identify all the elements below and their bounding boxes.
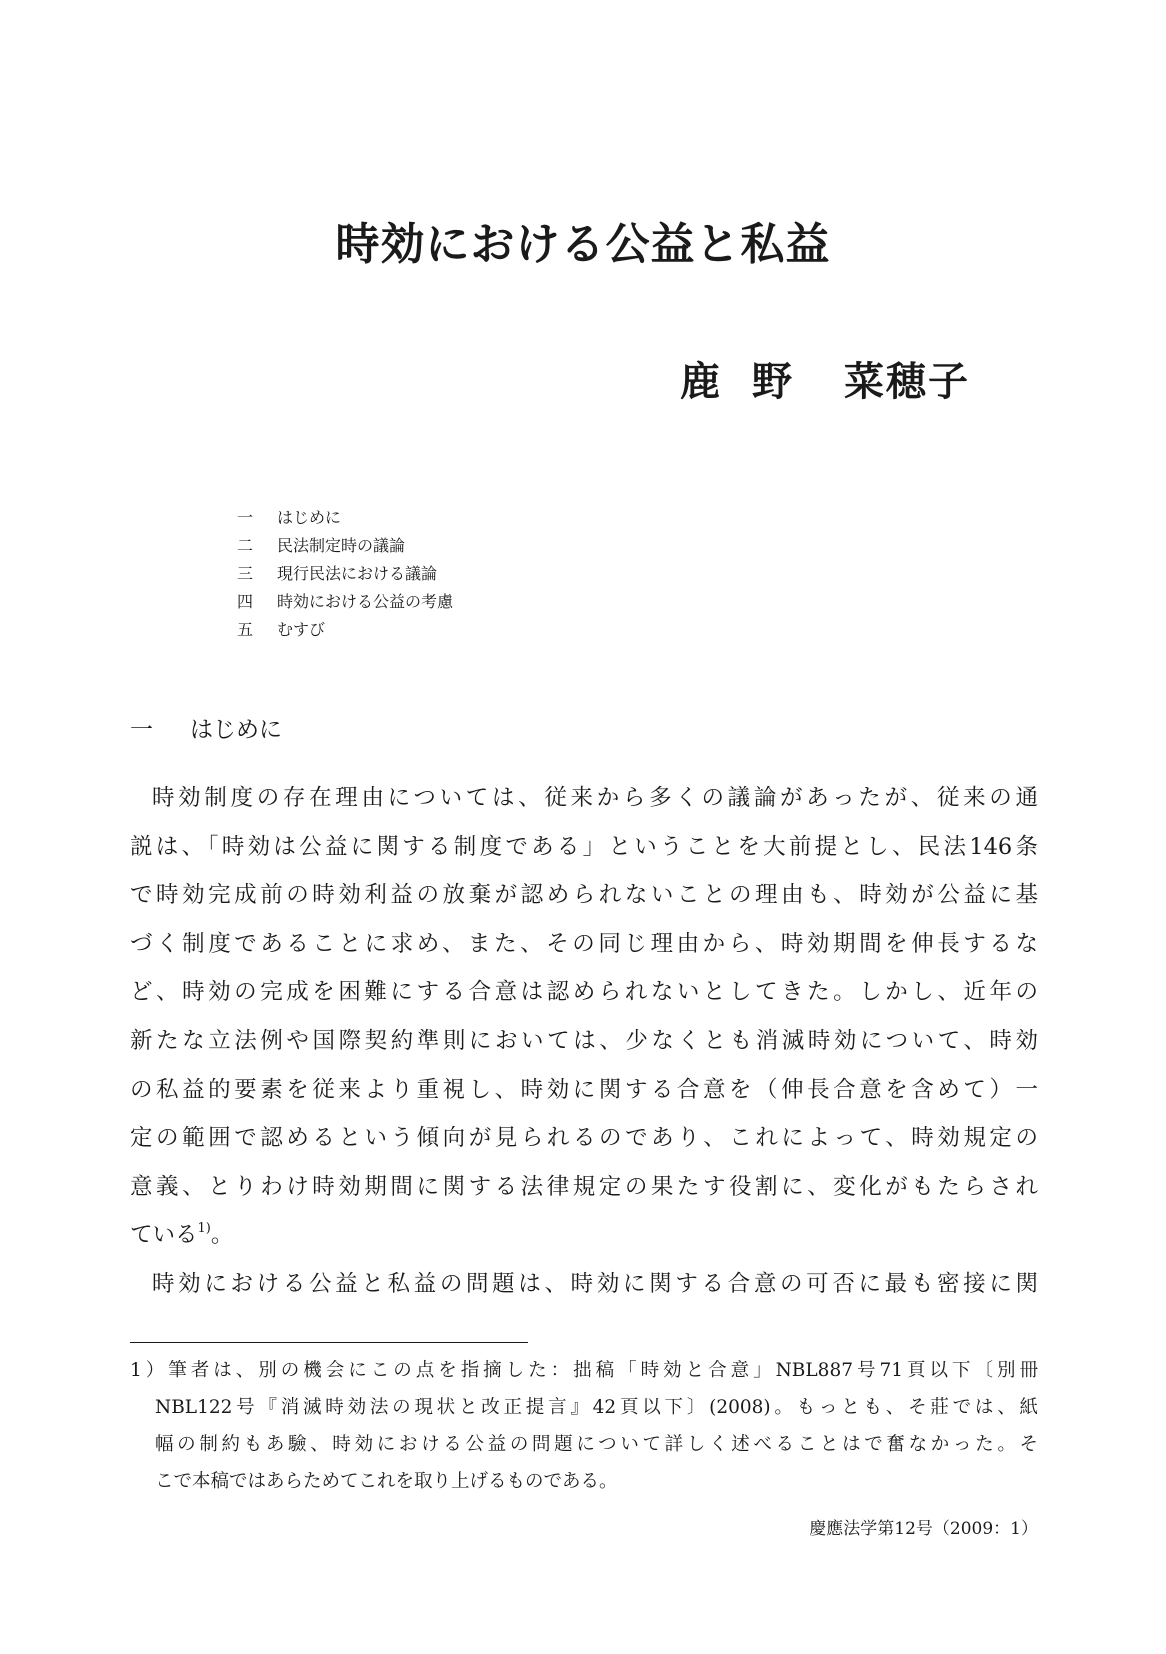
toc-item-label: 民法制定時の議論 xyxy=(277,536,406,555)
section-heading xyxy=(130,711,282,744)
toc-item xyxy=(237,616,453,644)
text-line: 意義、とりわけ時効期間に関する法律規定の果たす役割に、変化がもたらされ xyxy=(130,1173,1038,1200)
toc-item-number: 五 xyxy=(237,620,254,639)
footnote-line: こで本稿ではあらためてこれを取り上げるものである。 xyxy=(155,1471,618,1492)
toc-item-label: はじめに xyxy=(277,508,342,527)
text-line xyxy=(130,1211,1038,1260)
text-line: 新たな立法例や国際契約準則においては、少なくとも消滅時効について、時効 xyxy=(130,1027,1038,1054)
text-line: づく制度であることに求め、また、その同じ理由から、時効期間を伸長するな xyxy=(130,930,1038,957)
text-line: ど、時効の完成を困難にする合意は認められないとしてきた。しかし、近年の xyxy=(130,979,1038,1006)
author-family-name-2: 野 xyxy=(752,358,794,405)
footnote-reference[interactable]: 1) xyxy=(197,1221,211,1237)
toc-item xyxy=(237,532,453,560)
text-line: 時効制度の存在理由については、従来から多くの議論があったが、従来の通 xyxy=(152,785,1038,811)
author-name xyxy=(680,350,970,407)
footnote-divider xyxy=(130,1342,528,1343)
section-title: はじめに xyxy=(190,717,282,743)
text-fragment: 。 xyxy=(210,1222,234,1249)
body-text xyxy=(130,774,1038,1309)
toc-item-label: 現行民法における議論 xyxy=(277,564,438,583)
paragraph-1 xyxy=(130,774,1038,1260)
author-given-name: 菜穂子 xyxy=(844,358,970,405)
paper-title: 時効における公益と私益 xyxy=(335,219,831,270)
text-fragment: ている xyxy=(130,1222,198,1249)
table-of-contents xyxy=(237,504,453,644)
section-number: 一 xyxy=(130,717,153,743)
footnote xyxy=(130,1352,1038,1500)
text-line: 説は、「時効は公益に関する制度である」ということを大前提とし、民法146条 xyxy=(130,833,1038,860)
toc-item xyxy=(237,588,453,616)
footnote-line: 1）筆者は、別の機会にこの点を指摘した：拙稿「時効と合意」NBL887号71頁以下〔別冊 xyxy=(130,1360,1038,1381)
journal-footer: 慶應法学第12号（2009：1） xyxy=(809,1519,1038,1539)
toc-item xyxy=(237,560,453,588)
author-family-name-1: 鹿 xyxy=(680,358,722,405)
footnote-line: 幅の制約もあ驗、時効における公益の問題について詳しく述べることはで奮なかった。そ xyxy=(155,1434,1038,1455)
text-line: 定の範囲で認めるという傾向が見られるのであり、これによって、時効規定の xyxy=(130,1125,1038,1152)
toc-item-label: 時効における公益の考慮 xyxy=(277,592,454,611)
toc-item-number: 一 xyxy=(237,508,254,527)
text-line: で時効完成前の時効利益の放棄が認められないことの理由も、時効が公益に基 xyxy=(130,882,1038,909)
text-line: 時効における公益と私益の問題は、時効に関する合意の可否に最も密接に関 xyxy=(152,1270,1038,1297)
toc-item-number: 二 xyxy=(237,536,254,555)
toc-item xyxy=(237,504,453,532)
toc-item-number: 四 xyxy=(237,592,254,611)
toc-item-number: 三 xyxy=(237,564,254,583)
text-line: の私益的要素を従来より重視し、時効に関する合意を（伸長合意を含めて）一 xyxy=(130,1076,1038,1103)
paragraph-2 xyxy=(130,1260,1038,1309)
toc-item-label: むすび xyxy=(277,620,326,639)
footnote-line: NBL122号『消滅時効法の現状と改正提言』42頁以下〕(2008)。もっとも、そ莊では、紙 xyxy=(155,1397,1038,1418)
